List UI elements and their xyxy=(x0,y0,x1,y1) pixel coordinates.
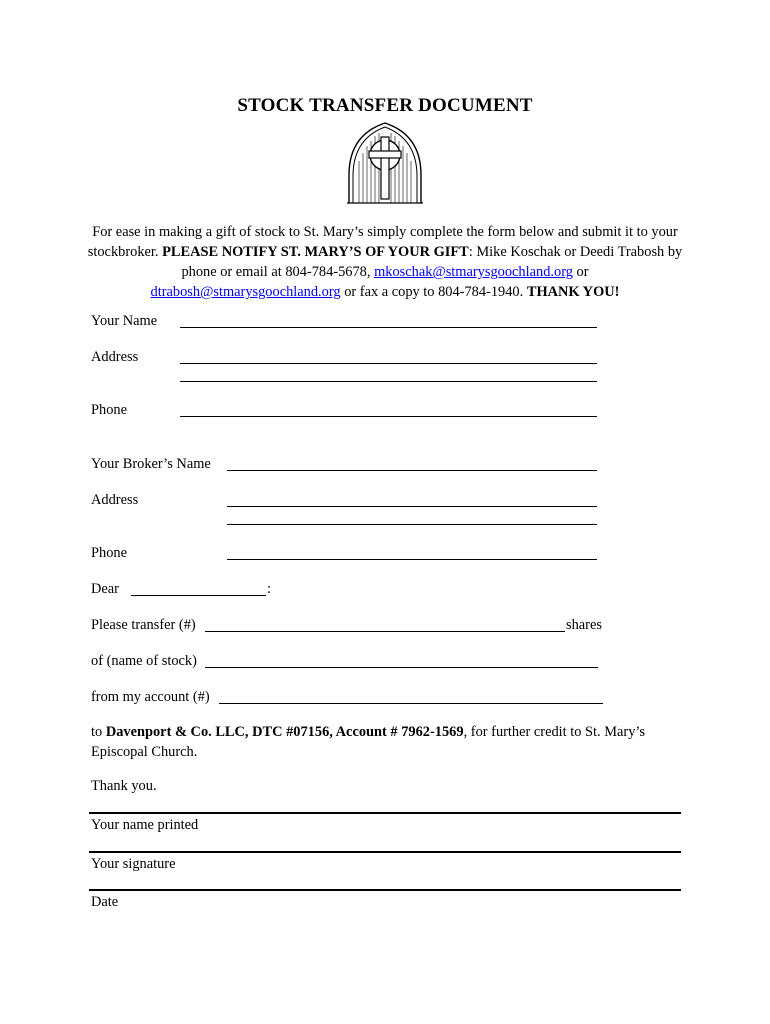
notify-notice: PLEASE NOTIFY ST. MARY’S OF YOUR GIFT xyxy=(162,244,469,260)
stock-name-label: of (name of stock) xyxy=(91,653,197,669)
date-label: Date xyxy=(91,894,119,910)
account-number-field[interactable] xyxy=(219,688,603,704)
address-field-line-1[interactable] xyxy=(180,348,597,364)
church-window-cross-icon xyxy=(343,121,427,205)
broker-address-label: Address xyxy=(91,492,139,508)
name-printed-field[interactable] xyxy=(89,812,681,814)
account-label: from my account (#) xyxy=(91,689,210,705)
broker-name-field[interactable] xyxy=(227,455,597,471)
signature-field[interactable] xyxy=(89,851,681,853)
address-field-line-2[interactable] xyxy=(180,366,597,382)
thank-you-text: Thank you. xyxy=(91,778,157,794)
address-label: Address xyxy=(91,349,139,365)
broker-address-field-line-1[interactable] xyxy=(227,491,597,507)
broker-phone-field[interactable] xyxy=(227,544,597,560)
phone-label: Phone xyxy=(91,402,127,418)
dear-label: Dear xyxy=(91,581,119,597)
dear-colon: : xyxy=(267,581,271,597)
intro-paragraph: For ease in making a gift of stock to St. Mary’s simply complete the form below and submit it to your stockbroker. PLEASE NOTIFY ST. MARY’S OF YOUR GIFT: Mike Koschak or Deedi Trabosh by phone or email at 804-784-5678, mkoschak@stmarysgoochland.org or dtrabosh@stmarysgoochland.org or fax a copy to 804-784-1940. THANK YOU! xyxy=(87,224,683,300)
signature-label: Your signature xyxy=(91,856,176,872)
your-name-label: Your Name xyxy=(91,313,158,329)
share-count-field[interactable] xyxy=(205,616,565,632)
phone-field[interactable] xyxy=(180,401,597,417)
dear-field[interactable] xyxy=(131,580,266,596)
stock-name-field[interactable] xyxy=(205,652,598,668)
your-name-field[interactable] xyxy=(180,312,597,328)
transfer-instructions: to Davenport & Co. LLC, DTC #07156, Account # 7962-1569, for further credit to St. Mary’s Episcopal Church. xyxy=(91,724,646,760)
broker-phone-label: Phone xyxy=(91,545,127,561)
shares-label: shares xyxy=(566,617,602,633)
email-link-mkoschak[interactable]: mkoschak@stmarysgoochland.org xyxy=(374,264,573,280)
davenport-account-info: Davenport & Co. LLC, DTC #07156, Account # 7962-1569 xyxy=(105,724,464,740)
date-field[interactable] xyxy=(89,889,681,891)
thank-you-notice: THANK YOU! xyxy=(526,284,620,300)
transfer-label: Please transfer (#) xyxy=(91,617,196,633)
email-link-dtrabosh[interactable]: dtrabosh@stmarysgoochland.org xyxy=(150,284,341,300)
broker-address-field-line-2[interactable] xyxy=(227,509,597,525)
broker-name-label: Your Broker’s Name xyxy=(91,456,211,472)
name-printed-label: Your name printed xyxy=(91,817,199,833)
page-title: STOCK TRANSFER DOCUMENT xyxy=(237,95,533,116)
